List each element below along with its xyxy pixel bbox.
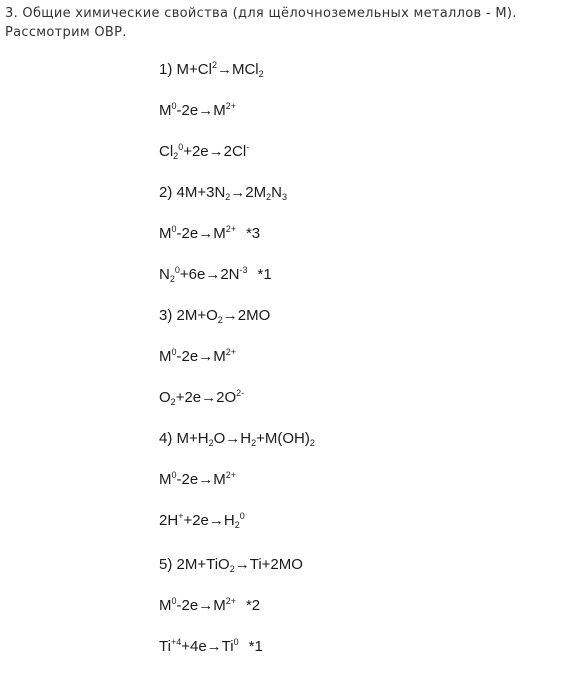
heading-line-2: Рассмотрим ОВР. xyxy=(5,25,127,40)
reaction-4-equation: 4) $M+H_2O\to H_2+M(OH)_2$ xyxy=(159,430,315,448)
reaction-5-equation: 5) 2M+TiO$_2$→Ti+2MO xyxy=(159,556,303,574)
reaction-2-reduction: $N_2^0+6e\to 2N^{-3}$ *1 xyxy=(159,265,272,284)
reaction-2-oxidation: $M^0-2e\to M^{2+}$ *3 xyxy=(159,224,261,242)
reaction-4-reduction: $2H^++2e\to H_2^0$ xyxy=(159,511,245,530)
reaction-2-equation: 2) $4M+3N_2\to 2M_2N_3$ xyxy=(159,184,288,202)
reaction-1-reduction: $Cl_2^0+2e\to 2Cl^-$ xyxy=(159,142,250,161)
reaction-1-equation: 1) $M+Cl^2\to MCl_2$ xyxy=(159,60,264,79)
reaction-3-oxidation: $M^0-2e\to M^{2+}$ xyxy=(159,347,236,365)
reaction-3-reduction: $O_2+2e\to 2O^{2-}$ xyxy=(159,388,245,407)
section-heading xyxy=(5,4,565,42)
reaction-1-oxidation: $M^0-2e\to M^{2+}$ xyxy=(159,101,236,119)
reaction-4-oxidation: $M^0-2e\to M^{2+}$ xyxy=(159,470,236,488)
reaction-5-reduction: $Ti^{+4}+4e\to Ti^0$ *1 xyxy=(159,637,263,655)
reaction-3-equation: 3) $2M+O_2\to 2MO$ xyxy=(159,307,271,325)
reaction-5-oxidation: $M^0-2e\to M^{2+}$ *2 xyxy=(159,596,261,614)
heading-line-1: 3. Общие химические свойства (для щёлочноземельных металлов - М). xyxy=(5,6,517,21)
